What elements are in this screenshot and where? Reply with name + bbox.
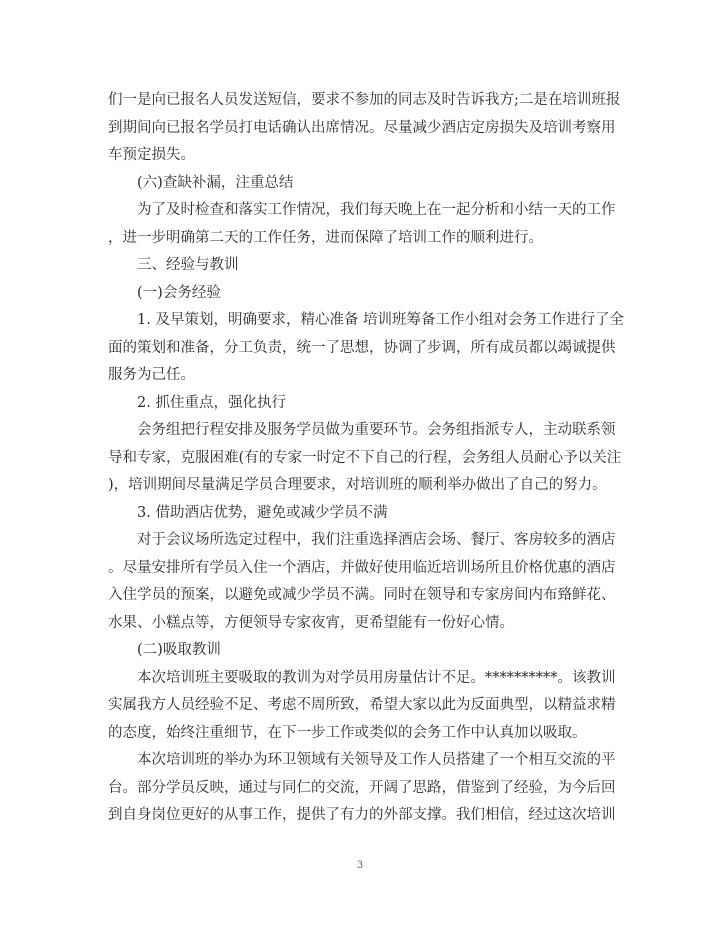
text-line: 会务组把行程安排及服务学员做为重要环节。会务组指派专人，主动联系领 [137, 422, 616, 438]
text-line: ，进一步明确第二天的工作任务，进而保障了培训工作的顺利进行。 [108, 229, 543, 246]
text-line: 为了及时检查和落实工作情况，我们每天晚上在一起分析和小结一天的工作 [137, 202, 616, 218]
text-line: 1. 及早策划，明确要求，精心准备 培训班筹备工作小组对会务工作进行了全 [137, 312, 625, 328]
page-number: 3 [356, 860, 364, 871]
text-line: 面的策划和准备，分工负责，统一了思想，协调了步调，所有成员都以竭诚提供 [108, 339, 616, 356]
text-line: 车预定损失。 [108, 147, 195, 163]
text-line: 到期间向已报名学员打电话确认出席情况。尽量减少酒店定房损失及培训考察用 [108, 119, 616, 136]
text-line: )，培训期间尽量满足学员合理要求，对培训班的顺利举办做出了自己的努力。 [108, 477, 607, 493]
text-line: 实属我方人员经验不足、考虑不周所致，希望大家以此为反面典型，以精益求精 [108, 697, 616, 713]
text-line: 们一是向已报名人员发送短信，要求不参加的同志及时告诉我方;二是在培训班报 [108, 92, 621, 108]
text-line: 三、经验与教训 [137, 257, 239, 273]
text-line: 3. 借助酒店优势，避免或减少学员不满 [137, 504, 388, 521]
text-line: 到自身岗位更好的从事工作，提供了有力的外部支撑。我们相信，经过这次培训 [108, 807, 616, 823]
text-line: 台。部分学员反映，通过与同仁的交流，开阔了思路，借鉴到了经验，为今后回 [108, 779, 616, 796]
text-line: 。尽量安排所有学员入住一个酒店，并做好使用临近培训场所且价格优惠的酒店 [108, 559, 616, 576]
text-line: (二)吸取教训 [137, 642, 221, 658]
text-line: 入住学员的预案，以避免或减少学员不满。同时在领导和专家房间内布臵鲜花、 [108, 587, 616, 603]
text-line: 的态度，始终注重细节，在下一步工作或类似的会务工作中认真加以吸取。 [108, 724, 587, 741]
text-line: 2. 抓住重点，强化执行 [137, 394, 286, 411]
text-line: 本次培训班的举办为环卫领域有关领导及工作人员搭建了一个相互交流的平 [137, 752, 616, 768]
text-line: (一)会务经验 [137, 284, 221, 301]
text-line: 对于会议场所选定过程中，我们注重选择酒店会场、餐厅、客房较多的酒店 [137, 532, 616, 548]
text-line: (六)查缺补漏，注重总结 [137, 174, 294, 191]
text-line: 本次培训班主要吸取的教训为对学员用房量估计不足。**********。该教训 [137, 669, 616, 686]
text-line: 服务为己任。 [108, 367, 195, 383]
text-line: 水果、小糕点等，方便领导专家夜宵，更希望能有一份好心情。 [108, 614, 514, 631]
text-line: 导和专家，克服困难(有的专家一时定不下自己的行程，会务组人员耐心予以关注 [108, 449, 622, 466]
